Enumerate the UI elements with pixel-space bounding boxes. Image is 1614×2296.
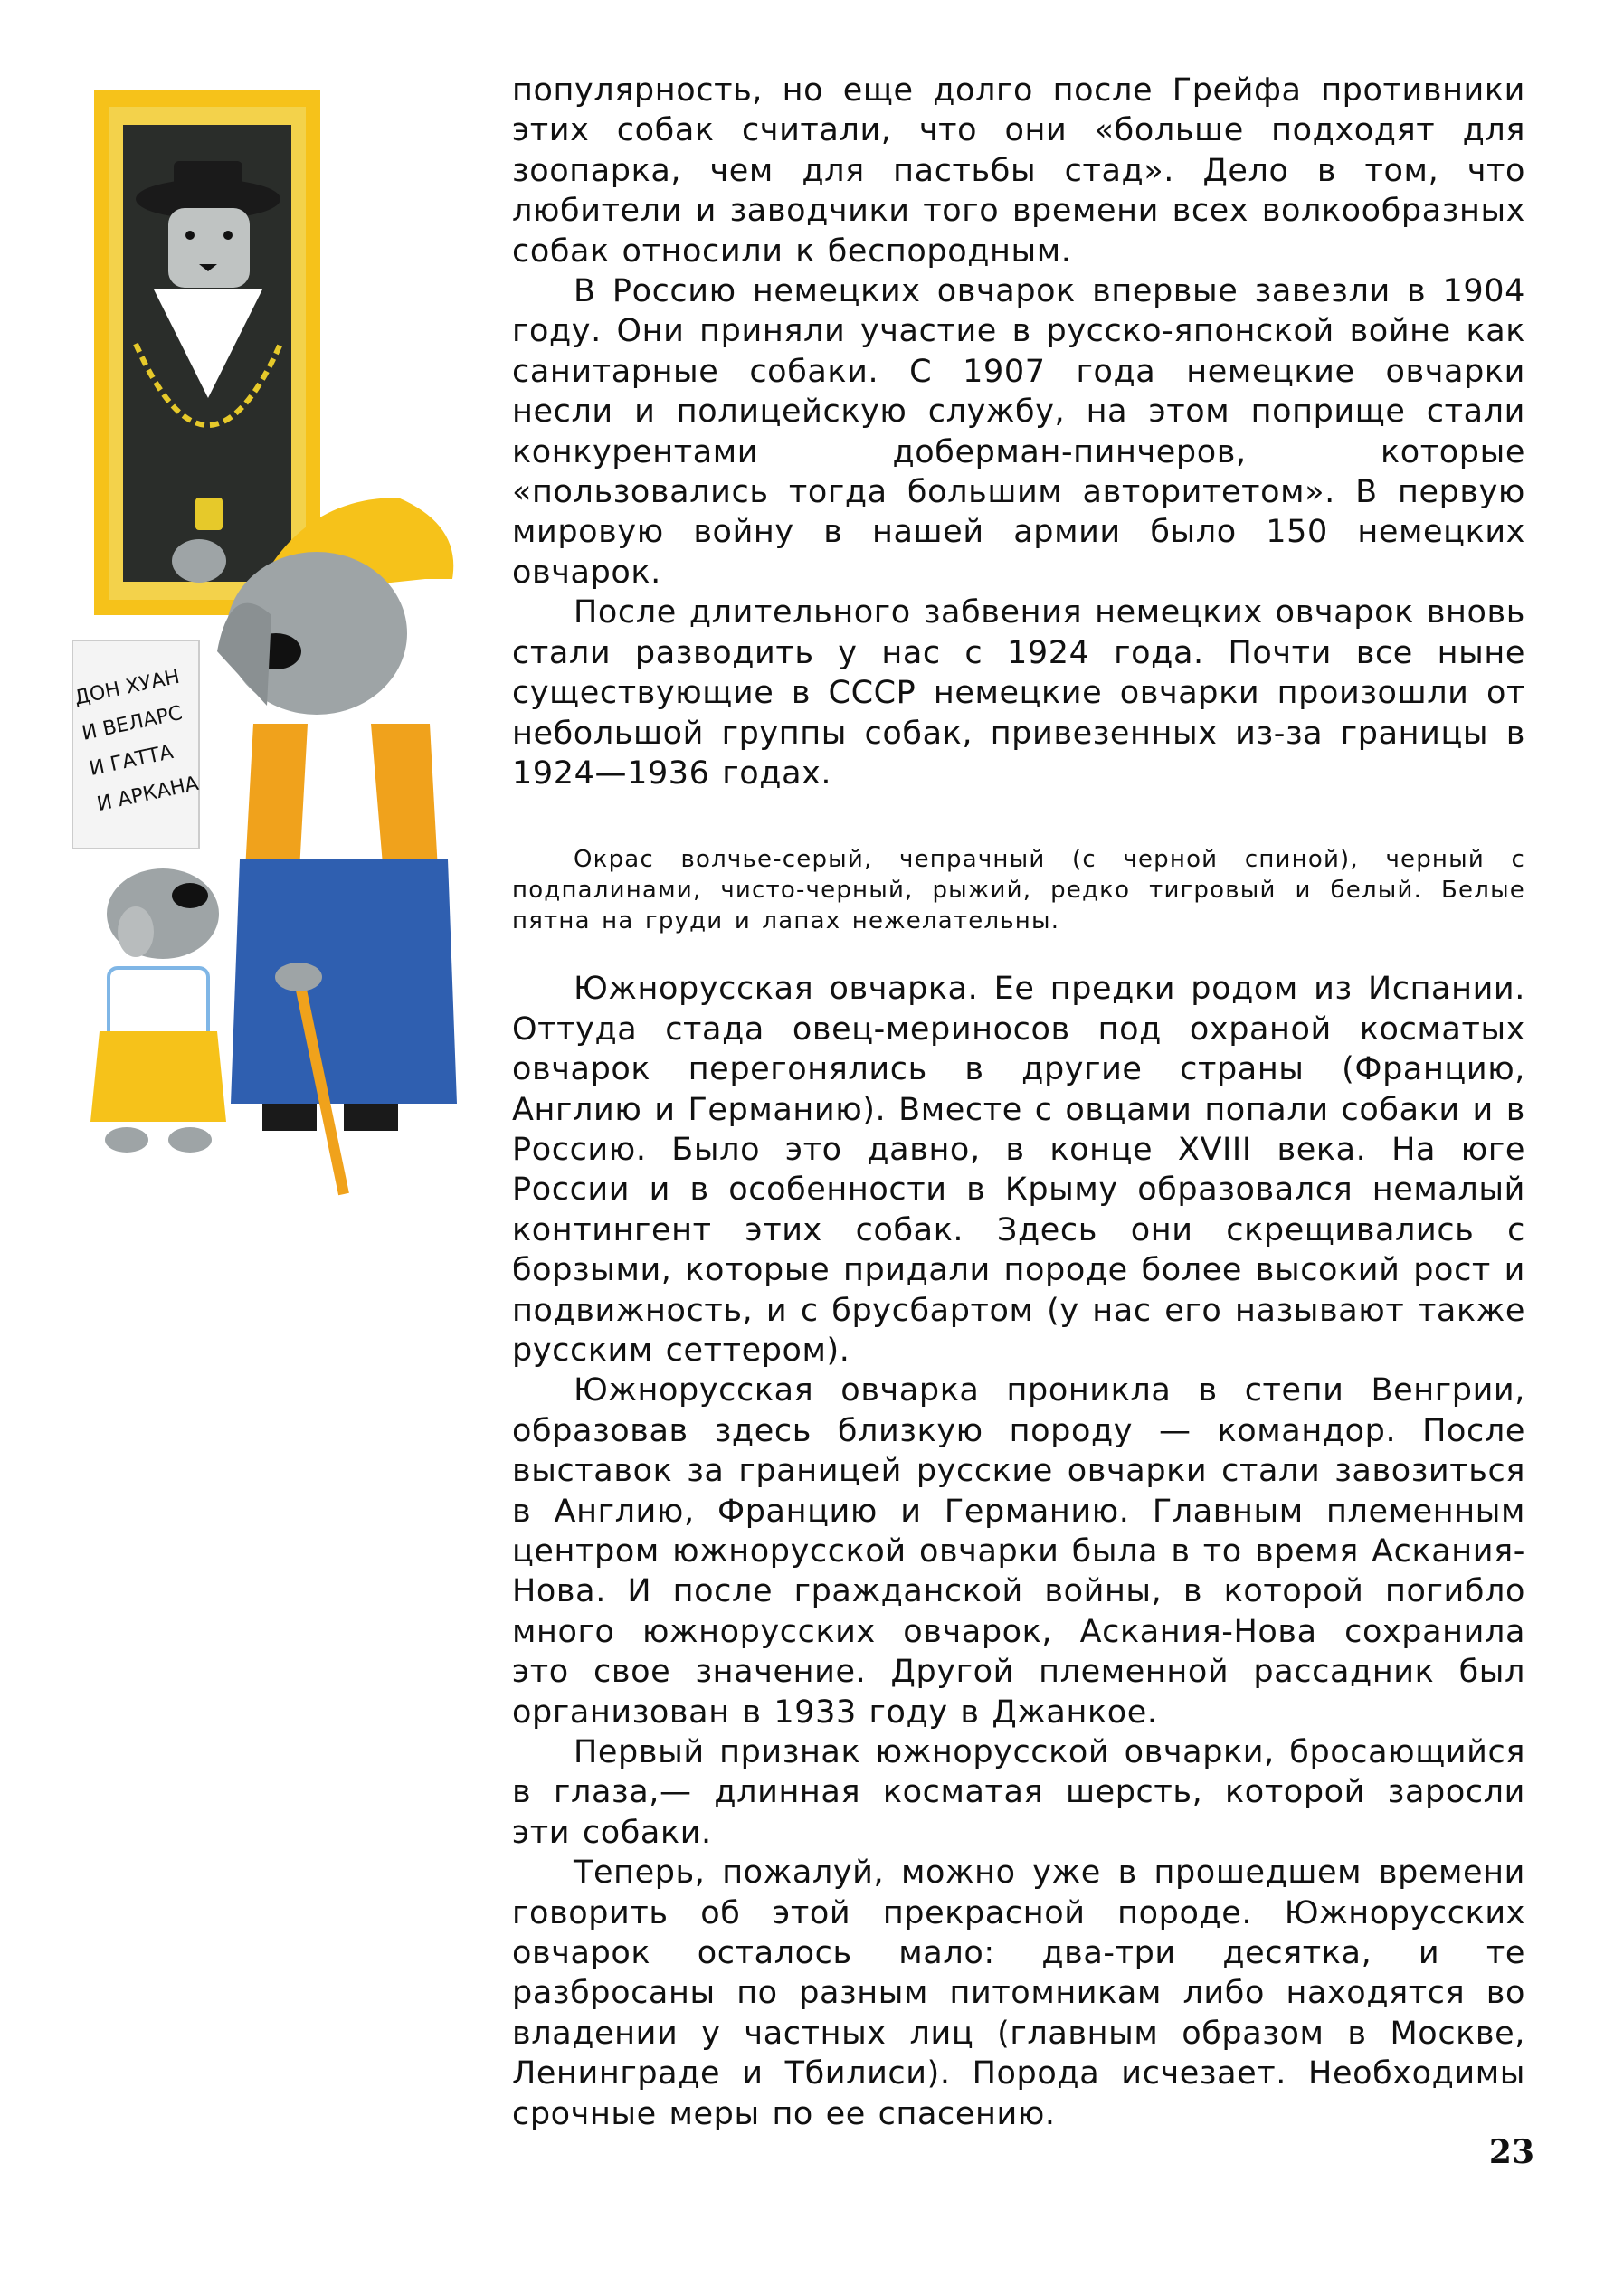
small-dog-skirt — [90, 1031, 226, 1122]
paragraph: Первый признак южнорусской овчарки, бросающийся в глаза,— длинная косматая шерсть, которой заросли эти собаки. — [512, 1734, 1525, 1851]
small-dog-shirt — [109, 968, 208, 1040]
portrait-dog-head — [168, 208, 250, 288]
sign-line-1: ДОН ХУАН — [72, 665, 182, 710]
paragraph: После длительного забвения немецких овчарок вновь стали разводить у нас с 1924 года. Почти все ныне существующие в СССР немецкие овчарки произошли от небольшой группы собак, привезенных из-за границы в 1924—1936 годах. — [512, 594, 1525, 792]
article-text — [512, 71, 1525, 2134]
paragraph-continued: популярность, но еще долго после Грейфа противники этих собак считали, что они «больше подходят для зоопарка, чем для пастьбы стад». Дело в том, что любители и заводчики того времени всех волкообразных собак относили к беспородным. — [512, 72, 1525, 270]
sign-line-3: И ГАТТА — [87, 740, 176, 781]
sign-line-4: И АРКАНА — [94, 772, 201, 817]
page-number: 23 — [1488, 2133, 1534, 2171]
sign-line-2: И ВЕЛАРС — [80, 701, 185, 745]
color-note-text: Окрас волчье-серый, чепрачный (с черной спиной), черный с подпалинами, чисто-черный, рыжий, редко тигровый и белый. Белые пятна на груди и лапах нежелательны. — [512, 846, 1525, 935]
paragraph: Теперь, пожалуй, можно уже в прошедшем времени говорить об этой прекрасной породе. Южнорусских овчарок осталось мало: два-три десятка, и те разбросаны по разным питомникам либо находятся во владении у частных лиц (главным образом в Москве, Ленинграде и Тбилиси). Порода исчезает. Необходимы срочные меры по ее спасению. — [512, 1855, 1525, 2132]
trousers — [231, 859, 457, 1104]
paragraph: Южнорусская овчарка. Ее предки родом из Испании. Оттуда стада овец-мериносов под охраной косматых овчарок перегонялись в другие страны (Францию, Англию и Германию). Вместе с овцами попали собаки и в Россию. Было это давно, в конце XVIII века. На юге России и в особенности в Крыму образовался немалый контингент этих собак. Здесь они скрещивались с борзыми, которые придали породе более высокий рост и подвижность, и с брусбартом (у нас его называют также русским сеттером). — [512, 971, 1525, 1369]
illustration — [72, 72, 498, 1212]
paragraph: В Россию немецких овчарок впервые завезли в 1904 году. Они приняли участие в русско-японской войне как санитарные собаки. С 1907 года немецкие овчарки несли и полицейскую службу, на этом поприще стали конкурентами доберман-пинчеров, которые «пользовались тогда большим авторитетом». В первую мировую войну в нашей армии было 150 немецких овчарок. — [512, 273, 1525, 591]
paragraph: Южнорусская овчарка проникла в степи Венгрии, образовав здесь близкую породу — командор. После выставок за границей русские овчарки стали завозиться в Англию, Францию и Германию. Главным племенным центром южнорусской овчарки была в то время Аскания-Нова. И после гражданской войны, в которой погибло много южнорусских овчарок, Аскания-Нова сохранила это свое значение. Другой племенной рассадник был организован в 1933 году в Джанкое. — [512, 1372, 1525, 1731]
color-note — [512, 844, 1525, 936]
dogs-portrait-illustration — [72, 72, 498, 1212]
name-sign — [72, 640, 199, 849]
